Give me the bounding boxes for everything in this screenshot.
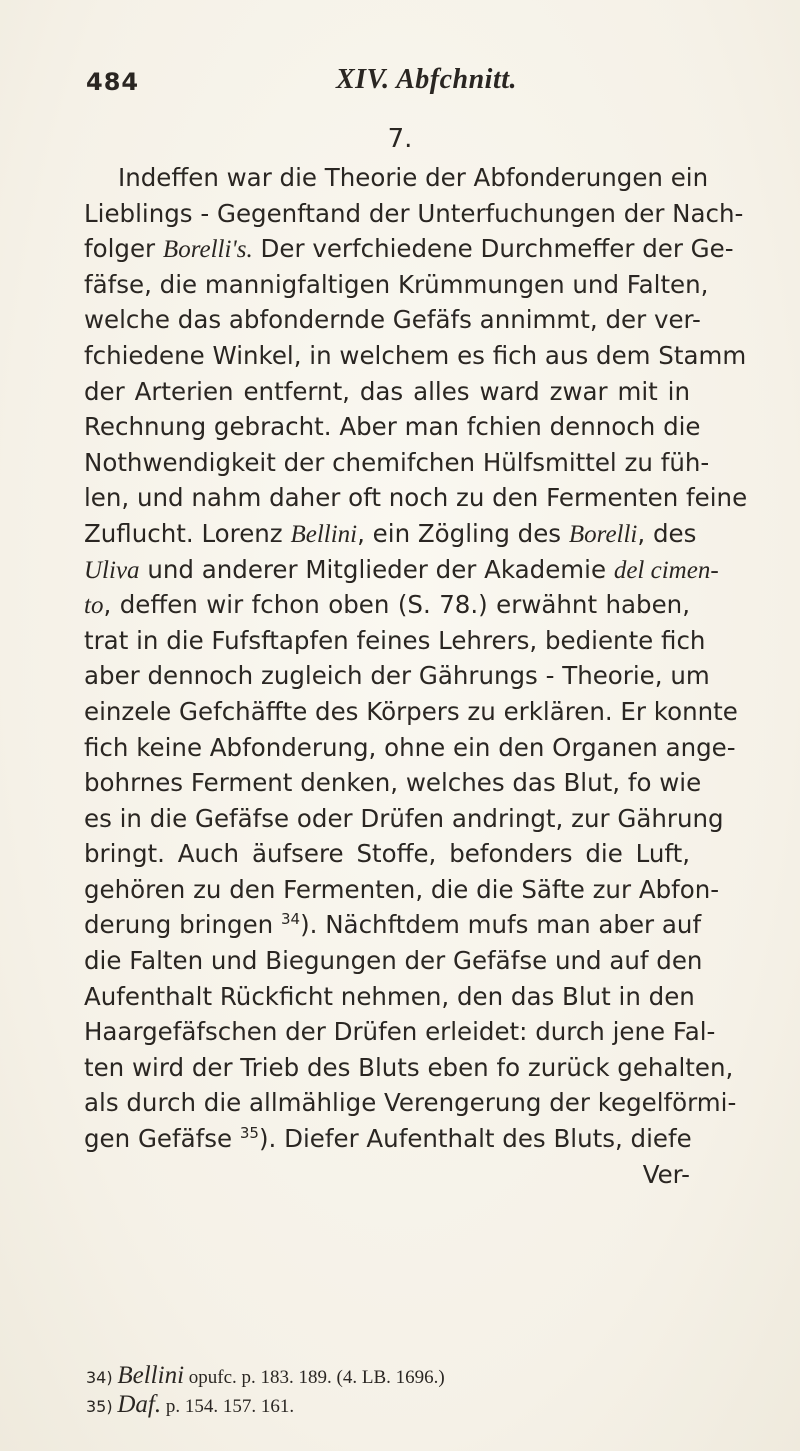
page-number: 484: [86, 68, 140, 96]
text-line: welche das abfondernde Gefäfs annimmt, der ver-: [84, 305, 701, 335]
text-line: Indeffen war die Theorie der Abfonderungen ein: [118, 163, 709, 192]
text-line: derung bringen $^{34}$). Nächftdem mufs man aber auf: [84, 910, 702, 940]
text-line: fäfse, die mannigfaltigen Krümmungen und Falten,: [84, 269, 709, 299]
text-line: bohrnes Ferment denken, welches das Blut, fo wie: [84, 768, 702, 798]
text-line: bringt. Auch äufsere Stoffe, befonders die Luft,: [84, 839, 690, 869]
italic-text: Uliva: [84, 556, 140, 584]
text-line: folger Borelli's. Der verfchiedene Durchmeffer der Ge-: [84, 234, 734, 264]
text-line: es in die Gefäfse oder Drüfen andringt, zur Gährung: [84, 803, 724, 833]
text-line: Aufenthalt Rückficht nehmen, den das Blut in den: [84, 981, 695, 1011]
text-line: fich keine Abfonderung, ohne ein den Organen ange-: [84, 732, 736, 762]
text-line: Nothwendigkeit der chemifchen Hülfsmittel zu füh-: [84, 447, 710, 477]
footnote-reference: 34: [281, 910, 301, 929]
running-head: XIV. Abfchnitt.: [336, 64, 518, 95]
body-text: [84, 160, 748, 1192]
text-line: ten wird der Trieb des Bluts eben fo zurück gehalten,: [84, 1052, 734, 1082]
footnote: 35) Daf. p. 154. 157. 161.: [86, 1391, 295, 1418]
italic-text: del cimen-: [613, 556, 719, 584]
text-line: die Falten und Biegungen der Gefäfse und auf den: [84, 946, 703, 976]
text-line: len, und nahm daher oft noch zu den Fermenten feine: [84, 483, 748, 513]
text-line: Haargefäfschen der Drüfen erleidet: durch jene Fal-: [84, 1017, 716, 1047]
text-line: Lieblings - Gegenftand der Unterfuchungen der Nach-: [84, 198, 744, 228]
footnote-reference: 35: [239, 1123, 259, 1142]
text-line: Rechnung gebracht. Aber man fchien dennoch die: [84, 412, 701, 442]
italic-text: Borelli: [568, 520, 638, 548]
italic-text: Bellini: [117, 1362, 185, 1389]
text-line: to, deffen wir fchon oben (S. 78.) erwähnt haben,: [84, 590, 690, 620]
footnote-marker: 34): [86, 1368, 113, 1387]
footnote: 34) Bellini opufc. p. 183. 189. (4. LB. 1696.): [86, 1362, 445, 1389]
text-line: als durch die allmählige Verengerung der kegelförmi-: [84, 1088, 737, 1118]
text-line: Uliva und anderer Mitglieder der Akademie del cimen-: [84, 554, 719, 584]
text-line: der Arterien entfernt, das alles ward zwar mit in: [84, 376, 690, 406]
footnote-marker: 35): [86, 1397, 113, 1416]
text-line: trat in die Fufsftapfen feines Lehrers, bediente fich: [84, 625, 706, 655]
footnotes: [86, 1362, 686, 1420]
italic-text: Borelli's.: [162, 236, 253, 264]
text-line: einzele Gefchäffte des Körpers zu erklären. Er konnte: [84, 696, 738, 726]
page-header: [86, 64, 646, 104]
text-line: fchiedene Winkel, in welchem es fich aus dem Stamm: [84, 340, 747, 370]
italic-text: to: [84, 592, 104, 620]
text-line: gehören zu den Fermenten, die die Säfte zur Abfon-: [84, 874, 720, 904]
text-line: aber dennoch zugleich der Gährungs - Theorie, um: [84, 661, 710, 691]
italic-text: Bellini: [290, 520, 358, 548]
text-line: Ver-: [642, 1159, 690, 1189]
italic-text: Daf.: [117, 1391, 162, 1418]
section-number: 7.: [387, 124, 413, 154]
text-line: gen Gefäfse $^{35}$). Diefer Aufenthalt des Bluts, diefe: [84, 1123, 692, 1154]
text-line: Zuflucht. Lorenz Bellini, ein Zögling des Borelli, des: [84, 518, 697, 548]
